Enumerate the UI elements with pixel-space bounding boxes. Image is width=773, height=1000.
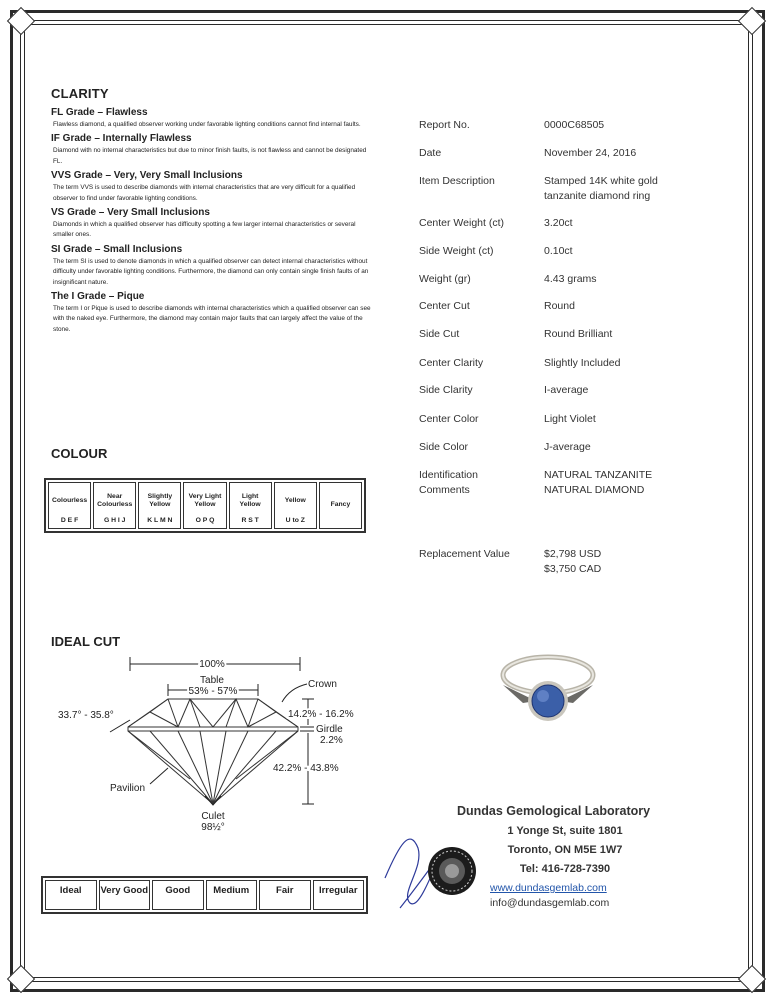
lab-address-line1: 1 Yonge St, suite 1801 [507, 825, 623, 837]
clarity-grade-title: IF Grade – Internally Flawless [51, 133, 192, 145]
clarity-grade-title: FL Grade – Flawless [51, 107, 148, 118]
clarity-grade-description: The term VVS is used to describe diamonds with internal characteristics that are very difficult for a qualified observer to find under favorable lighting conditions. [53, 184, 356, 202]
report-row [419, 244, 709, 259]
report-label: Center Clarity [419, 357, 484, 369]
report-row [419, 468, 709, 498]
report-value: Stamped 14K white gold tanzanite diamond ring [544, 175, 658, 202]
clarity-grade [51, 133, 371, 167]
clarity-grade [51, 291, 371, 335]
cut-grade-cell: Very Good [99, 880, 151, 910]
lab-address-line2: Toronto, ON M5E 1W7 [507, 844, 623, 856]
lab-contact [440, 804, 690, 909]
stone-highlight [537, 690, 549, 702]
report-row [419, 216, 709, 231]
colour-cell [274, 482, 317, 529]
report-row [419, 174, 709, 204]
clarity-grade [51, 170, 371, 204]
colour-cell-grades: O P Q [195, 517, 215, 524]
colour-cell [319, 482, 362, 529]
pavilion-leader [150, 768, 168, 784]
report-label: Side Weight (ct) [419, 245, 494, 257]
total-width-label: 100% [199, 659, 225, 670]
report-label: Item Description [419, 175, 495, 187]
report-value: 4.43 grams [544, 273, 597, 285]
colour-heading: COLOUR [51, 446, 108, 461]
girdle-label: Girdle [316, 724, 343, 735]
colour-cell-name: Very Light Yellow [188, 493, 222, 508]
table-range-label: 53% - 57% [188, 686, 238, 697]
colour-cell [138, 482, 181, 529]
crown-label: Crown [308, 679, 337, 690]
colour-cell-name: Light Yellow [239, 493, 261, 508]
pavilion-depth-label: 42.2% - 43.8% [273, 763, 339, 774]
culet-angle-label: 98½° [201, 822, 225, 833]
report-value: $2,798 USD $3,750 CAD [544, 548, 602, 575]
report-value: NATURAL TANZANITE NATURAL DIAMOND [544, 469, 653, 496]
cut-grade-cell: Fair [259, 880, 311, 910]
colour-cell-grades: D E F [60, 517, 79, 524]
colour-cell-grades: U to Z [285, 517, 305, 524]
ideal-cut-heading: IDEAL CUT [51, 634, 121, 649]
report-row [419, 299, 709, 314]
lab-name: Dundas Gemological Laboratory [457, 804, 651, 818]
diamond-proportion-diagram [50, 654, 380, 839]
report-row [419, 440, 709, 455]
report-value: J-average [544, 441, 591, 453]
colour-cell [229, 482, 272, 529]
lab-website-link[interactable]: www.dundasgemlab.com [490, 882, 607, 894]
report-row [419, 356, 709, 371]
report-label: Center Cut [419, 300, 470, 312]
report-value: Light Violet [544, 413, 596, 425]
cut-grade-cell: Medium [206, 880, 258, 910]
clarity-grade-title: VVS Grade – Very, Very Small Inclusions [51, 170, 243, 182]
clarity-grade [51, 107, 371, 130]
report-label: Replacement Value [419, 548, 510, 560]
colour-cell-name: Fancy [330, 501, 351, 508]
girdle-percent-label: 2.2% [320, 735, 343, 746]
colour-cell-name: Slightly Yellow [147, 493, 173, 508]
report-label: Side Color [419, 441, 469, 453]
clarity-grade-title: VS Grade – Very Small Inclusions [51, 207, 210, 219]
lab-phone: Tel: 416-728-7390 [519, 863, 611, 875]
colour-cell [183, 482, 226, 529]
colour-cell [93, 482, 136, 529]
clarity-grade-title: SI Grade – Small Inclusions [51, 243, 183, 255]
report-label: Weight (gr) [419, 273, 471, 285]
colour-cell-name: Near Colourless [97, 493, 133, 508]
report-row [419, 327, 709, 342]
colour-cell-name: Yellow [284, 497, 306, 504]
colour-cell-grades: R S T [241, 517, 259, 524]
cut-grade-cell: Irregular [313, 880, 365, 910]
clarity-grade [51, 207, 371, 241]
clarity-grade-title: The I Grade – Pique [51, 291, 145, 303]
colour-cell-grades: G H I J [103, 517, 126, 524]
cut-grade-cell: Ideal [45, 880, 97, 910]
report-value: 3.20ct [544, 217, 573, 229]
report-row [419, 272, 709, 287]
report-row [419, 383, 709, 398]
pavilion-label: Pavilion [110, 783, 146, 794]
report-label: Identification Comments [419, 469, 478, 496]
report-label: Report No. [419, 119, 470, 131]
report-row [419, 412, 709, 427]
report-row [419, 146, 709, 161]
colour-cell-name: Colourless [52, 497, 88, 504]
clarity-section [51, 86, 371, 337]
report-value: I-average [544, 384, 589, 396]
crown-angle-leader [110, 720, 130, 732]
colour-cell-grades: K L M N [147, 517, 173, 524]
report-row [419, 547, 709, 577]
cut-grade-cell: Good [152, 880, 204, 910]
report-value: Round [544, 300, 575, 312]
lab-email[interactable]: info@dundasgemlab.com [490, 897, 610, 909]
report-label: Center Color [419, 413, 479, 425]
report-value: 0.10ct [544, 245, 573, 257]
clarity-grade-description: Diamonds in which a qualified observer has difficulty spotting a few larger internal characteristics or several smaller ones. [53, 221, 356, 239]
report-label: Center Weight (ct) [419, 217, 504, 229]
ring-photo [488, 645, 608, 735]
report-value: 0000C68505 [544, 119, 605, 131]
clarity-grade-description: The term I or Pique is used to describe diamonds with internal characteristics which a qualified observer can see with the naked eye. Furthermore, the diamond may contain major faults that can largely affect the value of the stone. [53, 305, 371, 333]
table-label: Table [200, 675, 224, 686]
clarity-grade-description: Flawless diamond, a qualified observer working under favorable lighting conditions cannot find internal faults. [53, 121, 361, 128]
report-row [419, 118, 709, 133]
report-value: November 24, 2016 [544, 147, 637, 159]
clarity-grade [51, 244, 371, 288]
report-value: Slightly Included [544, 357, 621, 369]
crown-angle-label: 33.7° - 35.8° [58, 710, 114, 721]
culet-label: Culet [201, 811, 225, 822]
report-label: Date [419, 147, 442, 159]
report-value: Round Brilliant [544, 328, 613, 340]
clarity-heading: CLARITY [51, 86, 109, 101]
colour-cell [48, 482, 91, 529]
report-label: Side Clarity [419, 384, 473, 396]
clarity-grade-description: The term SI is used to denote diamonds in which a qualified observer can detect internal characteristics without difficulty under favorable lighting conditions. Furthermore, the diamond can only contain single finish faults of an insignificant nature. [53, 257, 369, 286]
crown-height-label: 14.2% - 16.2% [288, 709, 354, 720]
diamond-outline [128, 699, 298, 804]
clarity-grade-description: Diamond with no internal characteristics but due to minor finish faults, is not flawless and cannot be designated FL. [53, 147, 367, 165]
colour-scale-table [44, 478, 366, 533]
cut-grade-table [41, 876, 368, 914]
report-label: Side Cut [419, 328, 460, 340]
